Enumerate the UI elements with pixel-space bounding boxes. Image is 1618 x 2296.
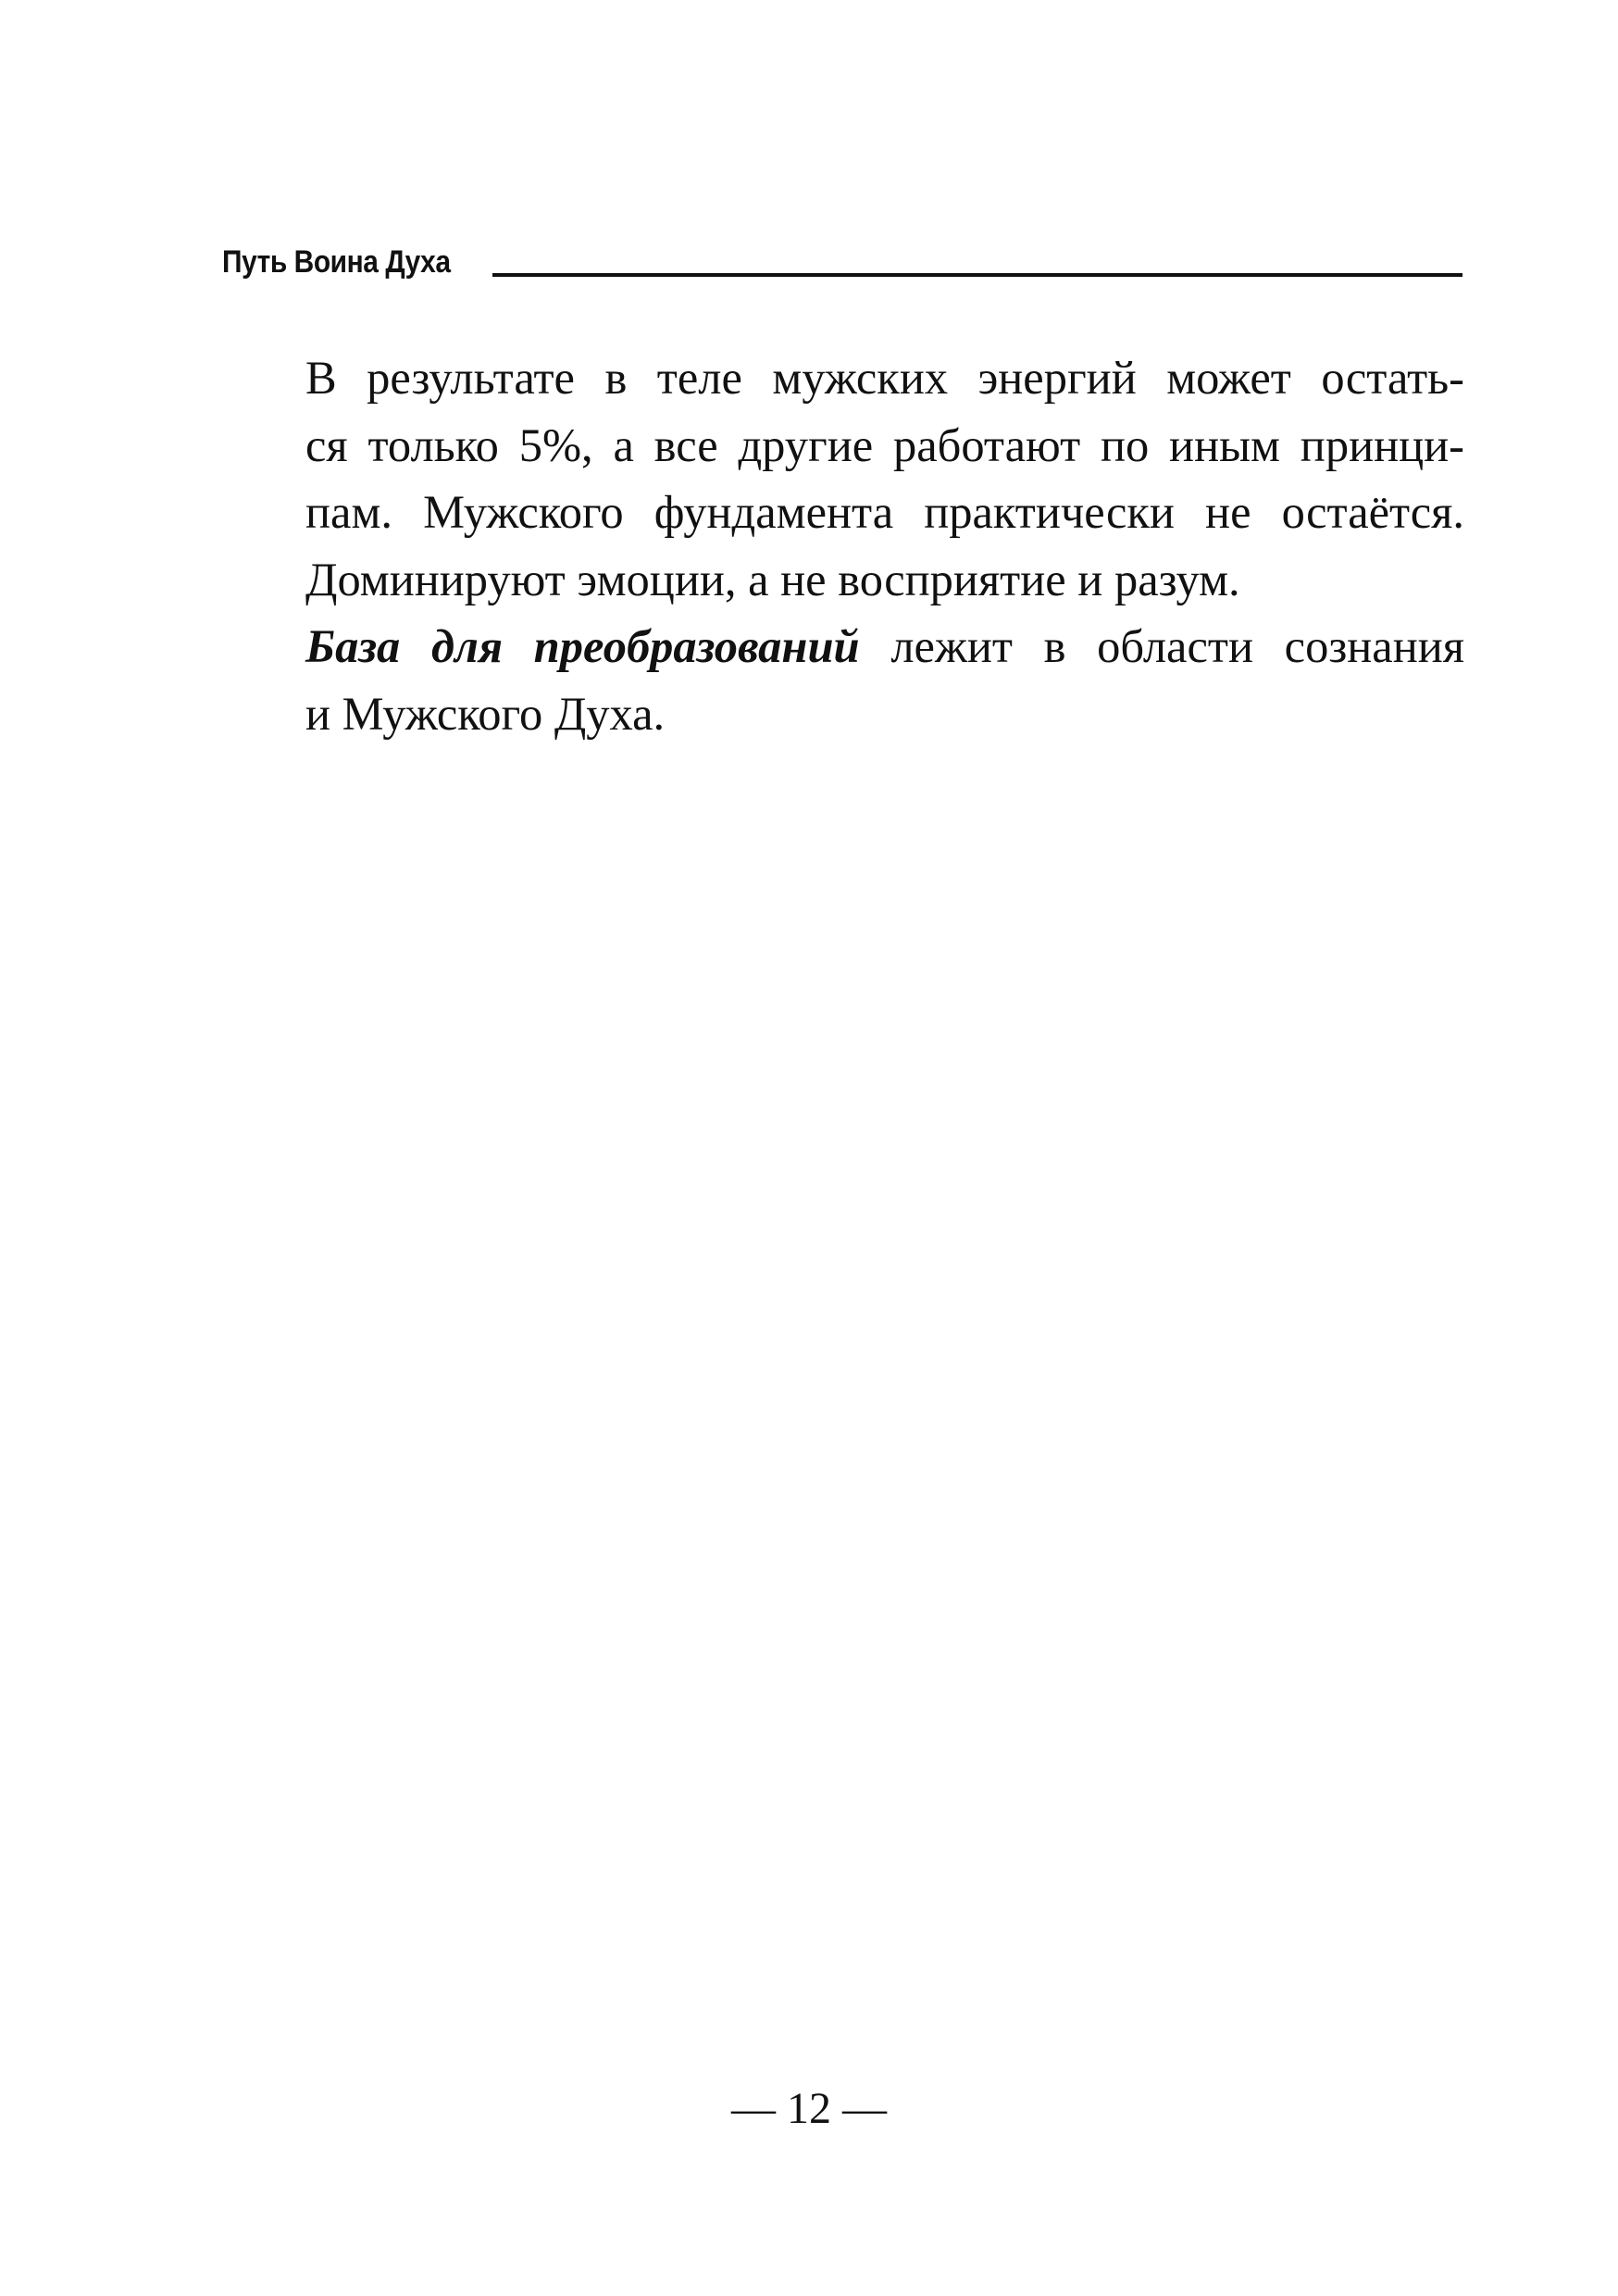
text-line: В результате в теле мужских энергий может остать- <box>305 352 1464 404</box>
text-line: пам. Мужского фундамента практически не остаётся. <box>305 486 1464 538</box>
text-fragment: лежит в области сознания <box>859 620 1465 672</box>
running-title: Путь Воина Духа <box>222 244 451 280</box>
paragraph-2 <box>220 613 1464 747</box>
page-number: — 12 — <box>731 2084 887 2133</box>
running-header <box>222 230 1462 278</box>
text-line: Доминируют эмоции, а не восприятие и разум. <box>305 553 1240 605</box>
paragraph-1 <box>220 344 1464 613</box>
body-text <box>220 344 1464 747</box>
text-line: и Мужского Духа. <box>305 687 666 740</box>
header-rule <box>492 273 1462 277</box>
emphasized-term: База для преобразований <box>305 620 860 672</box>
text-line <box>220 613 1464 680</box>
text-line: ся только 5%, а все другие работают по иным принци- <box>305 418 1464 471</box>
